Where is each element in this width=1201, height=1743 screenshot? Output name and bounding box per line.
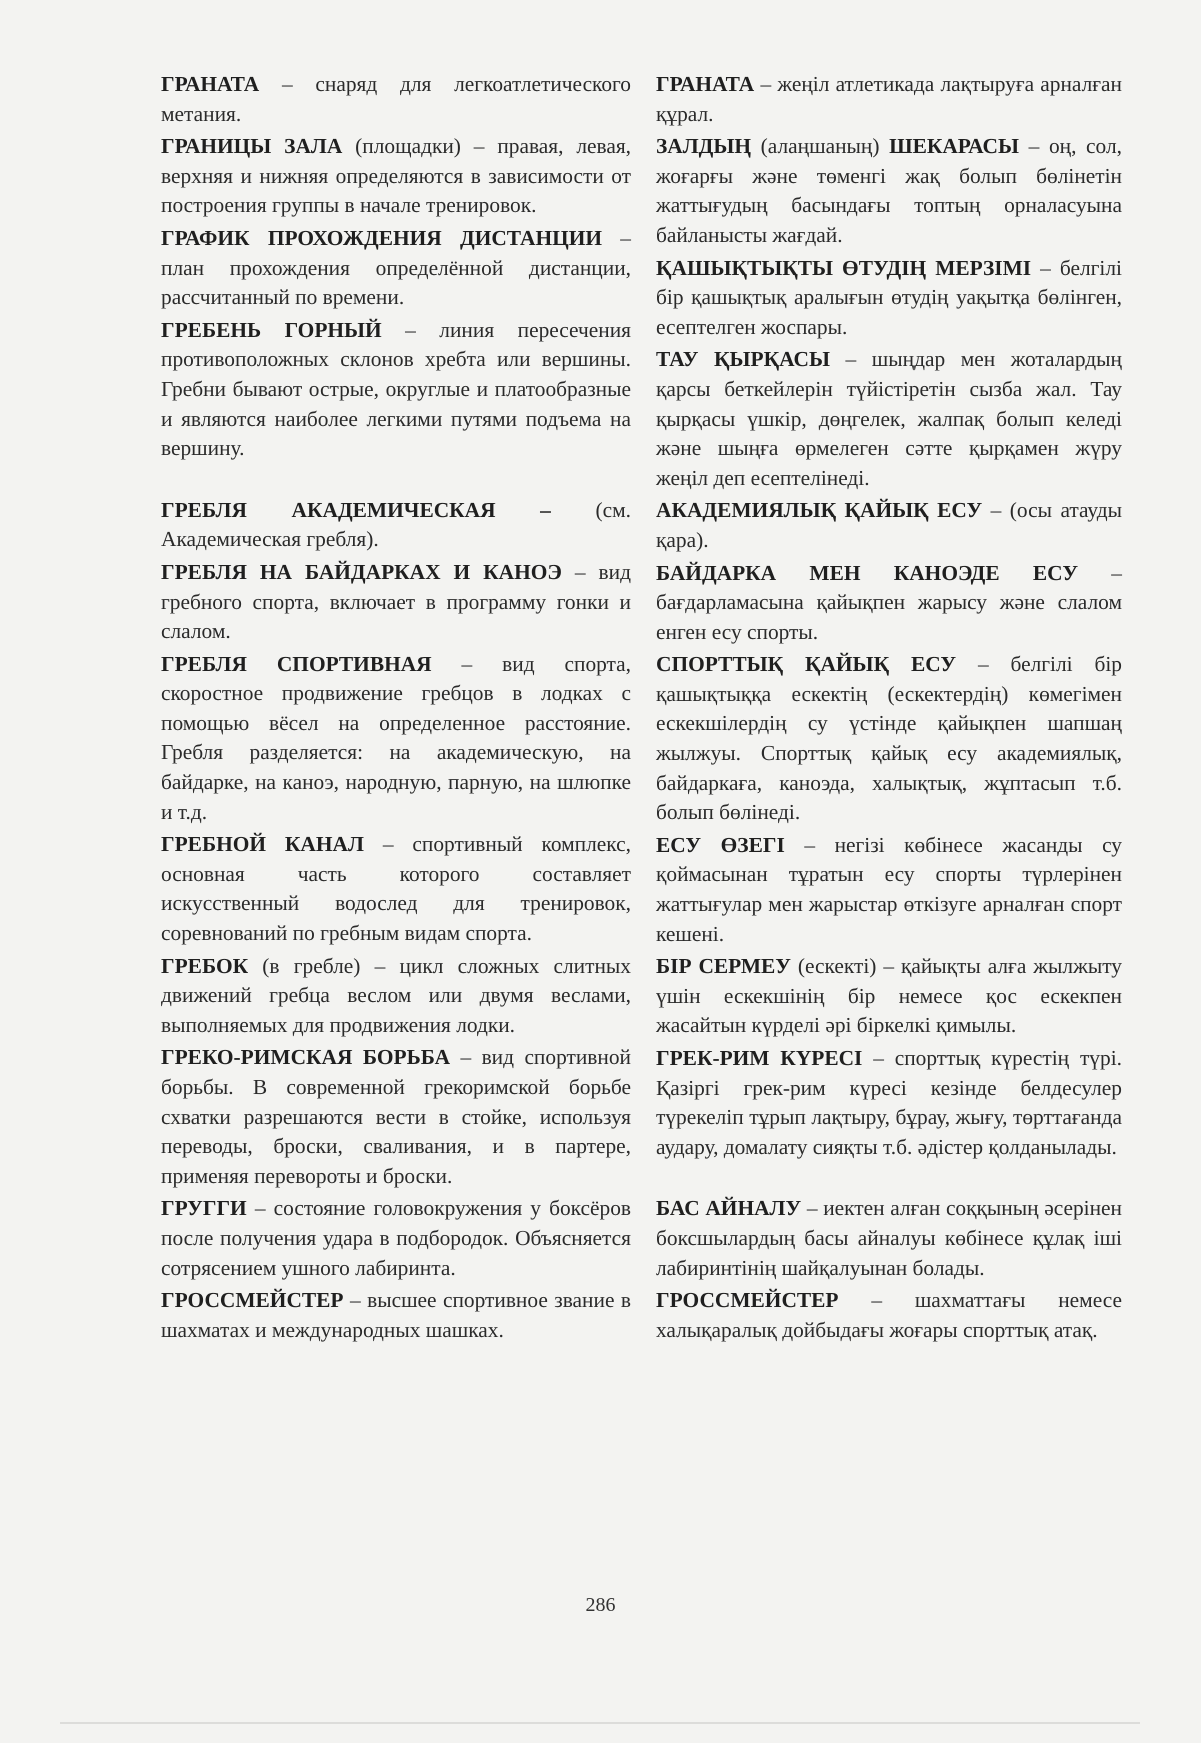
entry-kz-baidarka — [656, 559, 1122, 648]
entry-definition: – негізі көбінесе жасанды су қоймасынан тұратын есу спорты түрлерінен жаттығулар мен жарыстар өткізуге арналған спорт кешені. — [656, 832, 1122, 946]
entry-ru-grafik — [161, 224, 631, 313]
entry-term: ГРЕБЕНЬ ГОРНЫЙ — [161, 317, 382, 342]
entry-term: ГРУГГИ — [161, 1196, 247, 1221]
entry-definition-secondary: – оң, сол, жоғарғы және төменгі жақ болып бөлінетін жаттығудың басындағы топтың орналасуына байланысты жағдай. — [656, 134, 1122, 247]
entry-definition: – бағдарламасына қайықпен жарысу және слалом енген есу спорты. — [656, 560, 1122, 644]
entry-definition: – белгілі бір қашықтыққа ескектің (ескектердің) көмегімен ескекшілердің су үстінде қайықпен шапшаң жылжуы. Спорттық қайық есу академиялық, байдаркаға, каноэда, халықтық, жұптасып т.б. болып бөлінеді. — [656, 652, 1122, 825]
entry-definition: (площадки) – правая, левая, верхняя и нижняя определяются в зависимости от построения группы в начале тренировок. — [161, 134, 631, 218]
entry-term: БАЙДАРКА МЕН КАНОЭДЕ ЕСУ — [656, 560, 1079, 585]
entry-definition: – иектен алған соққының әсерінен боксшылардың басы айналуы көбінесе құлақ іші лабиринтінің шайқалуынан болады. — [656, 1196, 1122, 1280]
entry-kz-zaldyn-shekarasy — [656, 132, 1122, 250]
entry-ru-greben — [161, 316, 631, 464]
entry-kz-bir-sermeu — [656, 952, 1122, 1041]
entry-ru-granitsy-zala — [161, 132, 631, 221]
entry-term: ҚАШЫҚТЫҚТЫ ӨТУДІҢ МЕРЗІМІ — [656, 255, 1032, 280]
entry-ru-greko-rimskaya — [161, 1043, 631, 1191]
entry-term: ГРЕБЛЯ АКАДЕМИЧЕСКАЯ – — [161, 497, 551, 522]
entry-ru-grebok — [161, 952, 631, 1041]
entry-term: ГРЕБОК — [161, 953, 249, 978]
entry-kz-sporttyq-esu — [656, 650, 1122, 828]
entry-ru-greblya-baidarki — [161, 558, 631, 647]
entry-definition: – высшее спортивное звание в шахматах и международных шашках. — [161, 1288, 631, 1342]
entry-ru-grossmeister — [161, 1286, 631, 1345]
entry-definition: – снаряд для легкоатлетического метания. — [161, 72, 631, 126]
russian-column — [161, 70, 631, 1348]
entry-term: ГРЕБНОЙ КАНАЛ — [161, 832, 364, 857]
entry-definition: – план прохождения определённой дистанции, рассчитанный по времени. — [161, 225, 631, 310]
entry-term: ГРОССМЕЙСТЕР — [161, 1288, 344, 1313]
entry-kz-qashyqtyq — [656, 254, 1122, 343]
entry-definition: (алаңшаның) — [751, 134, 890, 159]
entry-term: СПОРТТЫҚ ҚАЙЫҚ ЕСУ — [656, 652, 957, 677]
entry-definition: (см. Академическая гребля). — [161, 497, 631, 552]
entry-definition: – шахматтағы немесе халықаралық дойбыдағы жоғары спорттық атақ. — [656, 1288, 1122, 1342]
entry-term: ГРЕБЛЯ СПОРТИВНАЯ — [161, 651, 432, 676]
entry-definition: – спорттық күрестің түрі. Қазіргі грек-рим күресі кезінде белдесулер түрекеліп тұрып лақтыру, бұрау, жығу, төрттағанда аудару, домалату сияқты т.б. әдістер қолданылады. — [656, 1046, 1122, 1159]
entry-term: АКАДЕМИЯЛЫҚ ҚАЙЫҚ ЕСУ — [656, 498, 983, 523]
entry-definition: – (осы атауды қара). — [656, 498, 1123, 552]
page-number: 286 — [585, 1594, 616, 1616]
entry-term: ГРОССМЕЙСТЕР — [656, 1288, 839, 1313]
entry-kz-grossmeister — [656, 1286, 1122, 1345]
entry-definition: – вид спорта, скоростное продвижение гребцов в лодках с помощью вёсел на определенное расстояние. Гребля разделяется: на академическую, на байдарке, на каноэ, народную, парную, на шлюпке и т.д. — [161, 651, 632, 824]
kazakh-column — [656, 70, 1122, 1348]
entry-term: ГРЕК-РИМ КҮРЕСІ — [656, 1046, 863, 1070]
entry-definition: – белгілі бір қашықтық аралығын өтудің уақытқа бөлінген, есептелген жоспары. — [656, 255, 1122, 339]
entry-ru-granata — [161, 70, 631, 129]
entry-ru-greblya-akad — [161, 496, 631, 555]
entry-ru-gruggi — [161, 1194, 631, 1283]
entry-definition: – линия пересечения противоположных склонов хребта или вершины. Гребни бывают острые, округлые и платообразные и являются наиболее легкими путями подъема на вершину. — [161, 317, 631, 461]
entry-ru-grebnoi-kanal — [161, 830, 631, 948]
entry-definition: – вид спортивной борьбы. В современной грекоримской борьбе схватки разрешаются вести в стойке, используя переводы, броски, сваливания, и в партере, применяя перевороты и броски. — [161, 1045, 631, 1188]
entry-kz-tau-qyrqasy — [656, 345, 1122, 493]
entry-term: БАС АЙНАЛУ — [656, 1196, 802, 1221]
entry-definition: – спортивный комплекс, основная часть которого составляет искусственный водослед для тренировок, соревнований по гребным видам спорта. — [161, 832, 631, 946]
scan-edge-line — [60, 1722, 1140, 1724]
entry-definition: – шыңдар мен жоталардың қарсы беткейлерін түйістіретін сызба жал. Тау қырқасы үшкір, дөңгелек, жалпақ болып келеді және шыңға өрмелеген сәтте қырқамен жүру жеңіл деп есептелінеді. — [656, 347, 1122, 490]
entry-term: ГРАФИК ПРОХОЖДЕНИЯ ДИСТАНЦИИ — [161, 225, 603, 250]
entry-definition: (ескекті) – қайықты алға жылжыту үшін ескекшінің бір немесе қос ескекпен жасайтын күрделі әрі біркелкі қимылы. — [656, 954, 1122, 1038]
entry-kz-granata — [656, 70, 1122, 129]
entry-kz-esu-ozegi — [656, 831, 1122, 949]
entry-definition: (в гребле) – цикл сложных слитных движений гребца веслом или двумя веслами, выполняемых для продвижения лодки. — [161, 953, 631, 1037]
entry-term: ТАУ ҚЫРҚАСЫ — [656, 347, 830, 372]
entry-kz-bas-ainalu — [656, 1194, 1122, 1283]
entry-kz-grek-rim — [656, 1044, 1122, 1162]
entry-definition: – состояние головокружения у боксёров после получения удара в подбородок. Объясняется сотрясением ушного лабиринта. — [161, 1196, 631, 1280]
entry-definition: – вид гребного спорта, включает в программу гонки и слалом. — [161, 559, 631, 644]
entry-term: ЗАЛДЫҢ — [656, 134, 752, 159]
entry-term: БІР СЕРМЕУ — [656, 954, 791, 979]
entry-kz-akademiyalyq — [656, 496, 1122, 555]
entry-term: ГРАНАТА — [161, 72, 260, 96]
entry-term: ГРАНИЦЫ ЗАЛА — [161, 134, 343, 159]
entry-term: ГРАНАТА — [656, 72, 755, 96]
entry-term: ЕСУ ӨЗЕГІ — [656, 832, 785, 857]
entry-definition: – жеңіл атлетикада лақтыруға арналған құрал. — [656, 72, 1122, 126]
entry-ru-greblya-sport — [161, 650, 631, 828]
entry-term: ГРЕБЛЯ НА БАЙДАРКАХ И КАНОЭ — [161, 559, 562, 584]
entry-term: ГРЕКО-РИМСКАЯ БОРЬБА — [161, 1045, 451, 1070]
entry-term-secondary: ШЕКАРАСЫ — [889, 134, 1019, 159]
